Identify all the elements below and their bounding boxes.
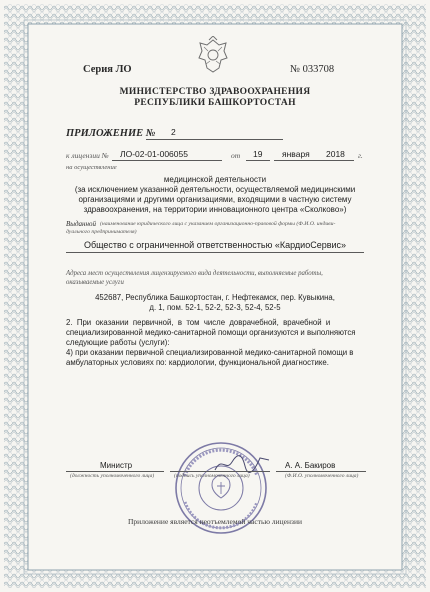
position-hint: (должность уполномоченного лица) — [70, 473, 155, 479]
signature-hint: (подпись уполномоченного лица) — [174, 473, 250, 479]
activity-line-1: медицинской деятельности — [163, 175, 267, 184]
ministry-title-line2: РЕСПУБЛИКИ БАШКОРТОСТАН — [134, 98, 296, 108]
license-number: ЛО-02-01-006055 — [120, 149, 188, 159]
works-line-1: 2. При оказании первичной, в том числе доврачебной, врачебной и — [66, 318, 331, 327]
address-line-2: д. 1, пом. 52-1, 52-2, 52-3, 52-4, 52-5 — [149, 303, 281, 312]
license-year-suffix: г. — [358, 151, 363, 160]
appendix-number: 2 — [171, 127, 176, 137]
organization-name: Общество с ограниченной ответственностью «КардиоСервис» — [83, 240, 347, 250]
works-line-3: следующие работы (услуги): — [66, 338, 170, 347]
works-line-2: специализированной медико-санитарной помощи организуются и выполняются — [66, 328, 356, 337]
signature-underline — [170, 471, 270, 472]
license-label: к лицензии № — [66, 151, 109, 160]
appendix-underline — [146, 139, 283, 140]
license-from-label: от — [231, 151, 241, 160]
organization-underline — [66, 252, 364, 253]
works-line-4: 4) при оказании первичной специализированной медико-санитарной помощи в — [66, 348, 354, 357]
address-line-1: 452687, Республика Башкортостан, г. Нефтекамск, пер. Кувыкина, — [95, 293, 335, 302]
ministry-title-line1: МИНИСТЕРСТВО ЗДРАВООХРАНЕНИЯ — [119, 87, 311, 97]
license-month-underline — [274, 160, 322, 161]
license-year: 2018 — [326, 149, 345, 159]
address-label-line1: Адреса мест осуществления лицензируемого вида деятельности, выполняемые работы, — [66, 270, 323, 277]
license-number-underline — [112, 160, 222, 161]
license-day-underline — [246, 160, 270, 161]
footer-note: Приложение является неотъемлемой частью лицензии — [128, 517, 302, 526]
address-label-line2: оказываемые услуги — [66, 279, 124, 286]
name-underline — [276, 471, 366, 472]
works-line-5: амбулаторных условиях по: кардиологии, функциональной диагностике. — [66, 358, 329, 367]
activity-line-2: (за исключением указанной деятельности, осуществляемой медицинскими — [74, 185, 356, 194]
license-month: января — [282, 149, 310, 159]
activity-label: на осуществление — [66, 164, 117, 171]
license-day: 19 — [253, 149, 263, 159]
issued-hint-line2: дуального предпринимателя) — [66, 229, 137, 235]
signatory-position: Министр — [100, 461, 133, 470]
issued-hint-line1: (наименование юридического лица с указанием организационно-правовой формы (Ф.И.О. индиви- — [100, 221, 336, 227]
position-underline — [66, 471, 164, 472]
appendix-label: ПРИЛОЖЕНИЕ № — [66, 128, 156, 139]
series-label: Серия ЛО — [83, 64, 132, 75]
form-number: № 033708 — [290, 64, 335, 75]
activity-line-3: организациями и другими организациями, входящими в частную систему — [78, 195, 352, 204]
coat-of-arms-emblem — [196, 36, 230, 76]
activity-line-4: здравоохранения, на территории инновационного центра «Сколково») — [83, 205, 347, 214]
license-year-underline — [322, 160, 354, 161]
issued-label: Выданной — [66, 220, 97, 228]
name-hint: (Ф.И.О. уполномоченного лица) — [285, 473, 359, 479]
signatory-name: А. А. Бакиров — [285, 461, 336, 470]
